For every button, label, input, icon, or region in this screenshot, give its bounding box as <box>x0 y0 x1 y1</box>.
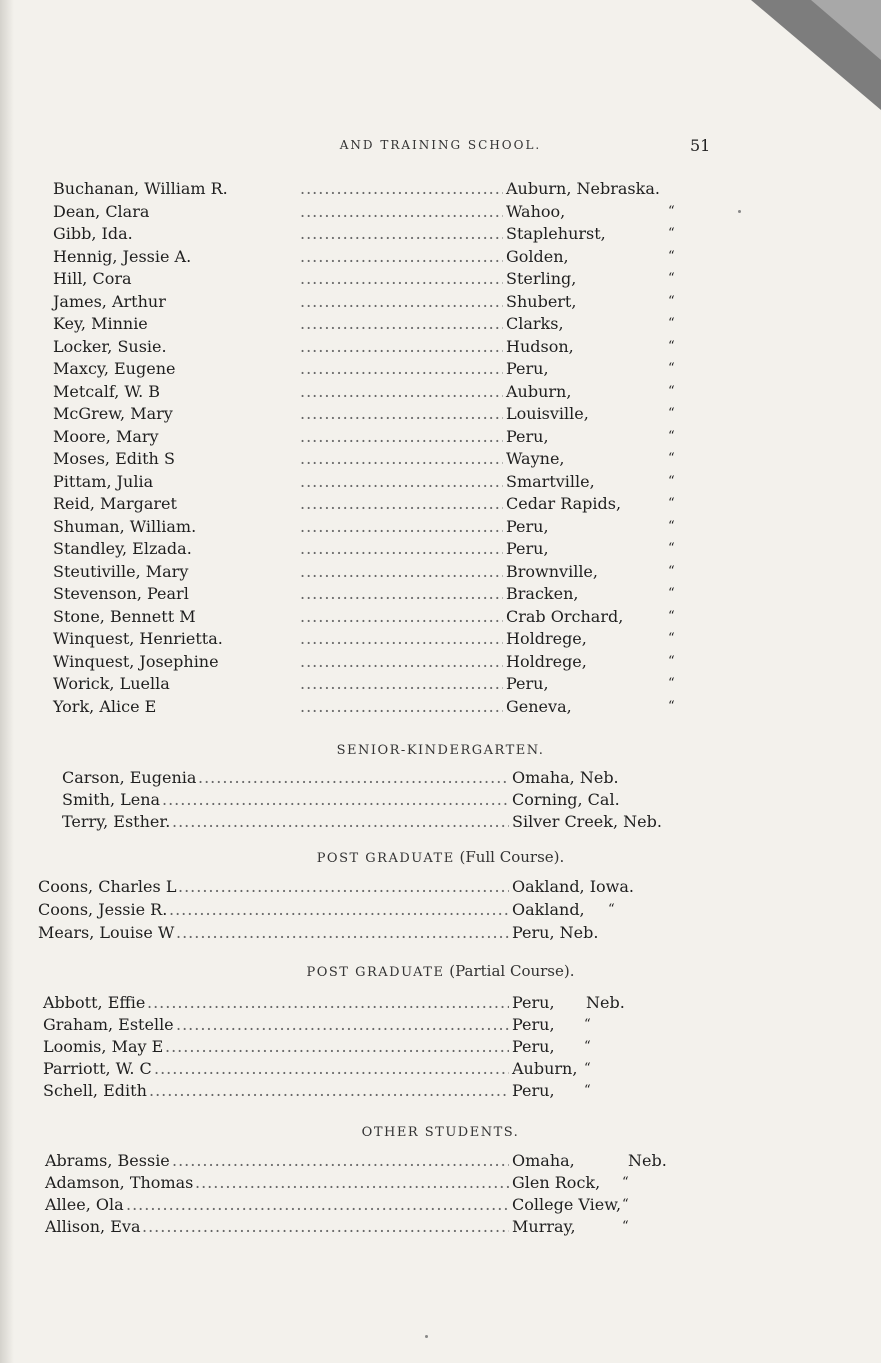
leader-dots <box>300 628 503 650</box>
leader-dots <box>162 789 509 811</box>
student-name: Winquest, Henrietta. <box>53 629 223 648</box>
student-hometown: Peru, <box>506 539 549 558</box>
student-row <box>0 876 881 898</box>
ditto-mark: “ <box>668 293 675 309</box>
leader-dots <box>126 1194 509 1216</box>
student-row <box>0 493 881 515</box>
student-hometown: Peru, Neb. <box>512 923 599 942</box>
student-hometown: Corning, Cal. <box>512 790 620 809</box>
ditto-mark: “ <box>668 676 675 691</box>
student-hometown: Murray, <box>512 1217 576 1236</box>
student-name: Smith, Lena <box>62 790 161 809</box>
student-name: Buchanan, William R. <box>53 179 228 198</box>
leader-dots <box>300 223 503 245</box>
leader-dots <box>149 1080 509 1102</box>
student-hometown: Auburn, Nebraska. <box>506 179 660 198</box>
student-name: Winquest, Josephine <box>53 651 219 671</box>
ditto-mark: “ <box>668 608 675 624</box>
student-name: Allee, Ola <box>45 1195 124 1214</box>
student-row <box>0 336 881 358</box>
student-name: James, Arthur <box>53 291 166 311</box>
ditto-mark: “ <box>668 338 675 354</box>
student-hometown: Silver Creek, Neb. <box>512 812 662 831</box>
student-name: Parriott, W. C <box>43 1059 152 1078</box>
ditto-mark: “ <box>668 541 675 556</box>
paper-speck <box>425 1335 428 1338</box>
student-name: Pittam, Julia <box>53 471 154 491</box>
ditto-mark: “ <box>668 451 675 466</box>
student-name: Metcalf, W. B <box>53 381 160 401</box>
student-row <box>0 448 881 470</box>
student-hometown: Hudson, <box>506 336 574 356</box>
student-row <box>0 561 881 583</box>
student-hometown: Holdrege, <box>506 629 587 648</box>
ditto-mark: “ <box>668 473 675 489</box>
student-name: Maxcy, Eugene <box>53 359 176 378</box>
ditto-mark: “ <box>668 226 675 241</box>
leader-dots <box>300 201 503 223</box>
student-row <box>0 291 881 313</box>
student-row <box>0 1080 881 1102</box>
running-head: AND TRAINING SCHOOL. <box>339 138 542 152</box>
student-hometown: Golden, <box>506 246 569 266</box>
student-hometown: Peru, <box>512 1081 555 1100</box>
student-row <box>0 1036 881 1058</box>
student-hometown: Holdrege, <box>506 651 587 671</box>
student-row <box>0 426 881 448</box>
leader-dots <box>147 992 509 1014</box>
page-number: 51 <box>690 136 711 155</box>
student-name: Carson, Eugenia <box>62 768 197 787</box>
student-name: Stone, Bennett M <box>53 606 196 626</box>
student-row <box>0 201 881 223</box>
leader-dots <box>300 358 503 380</box>
leader-dots <box>195 1172 509 1194</box>
leader-dots <box>300 673 503 695</box>
leader-dots <box>300 651 503 673</box>
student-row <box>0 223 881 245</box>
section-heading <box>0 962 881 980</box>
student-hometown: Auburn, <box>506 381 572 401</box>
student-hometown: Crab Orchard, <box>506 606 624 626</box>
student-row <box>0 899 881 921</box>
ditto-mark: “ <box>622 1175 629 1190</box>
leader-dots <box>300 516 503 538</box>
student-row <box>0 811 881 833</box>
student-name: McGrew, Mary <box>53 404 173 423</box>
section-heading <box>0 848 881 866</box>
student-name: Shuman, William. <box>53 516 197 536</box>
student-name: Dean, Clara <box>53 201 150 221</box>
student-name: Mears, Louise W <box>38 923 175 942</box>
student-hometown: Peru, <box>506 516 549 536</box>
student-name: Hill, Cora <box>53 269 132 288</box>
ditto-mark: “ <box>668 316 675 331</box>
leader-dots <box>300 471 503 493</box>
state-abbrev: Neb. <box>628 1151 667 1170</box>
student-name: Coons, Jessie R. <box>38 900 168 919</box>
student-hometown: Geneva, <box>506 696 572 716</box>
ditto-mark: “ <box>584 1017 591 1032</box>
student-row <box>0 767 881 789</box>
leader-dots <box>172 811 509 833</box>
ditto-mark: “ <box>584 1083 591 1098</box>
leader-dots <box>300 246 503 268</box>
student-row <box>0 471 881 493</box>
student-hometown: Peru, <box>506 426 549 446</box>
leader-dots <box>176 1014 509 1036</box>
ditto-mark: “ <box>584 1039 591 1054</box>
student-row <box>0 178 881 200</box>
student-hometown: Auburn, <box>512 1059 578 1078</box>
student-name: Abrams, Bessie <box>45 1151 170 1170</box>
leader-dots <box>300 403 503 425</box>
ditto-mark: “ <box>668 518 675 534</box>
leader-dots <box>154 1058 509 1080</box>
student-row <box>0 651 881 673</box>
student-row <box>0 246 881 268</box>
leader-dots <box>142 1216 509 1238</box>
ditto-mark: “ <box>668 383 675 399</box>
student-row <box>0 1150 881 1172</box>
student-row <box>0 516 881 538</box>
student-name: Standley, Elzada. <box>53 539 192 558</box>
leader-dots <box>300 538 503 560</box>
student-name: Loomis, May E <box>43 1037 164 1056</box>
leader-dots <box>198 767 509 789</box>
ditto-mark: “ <box>668 428 675 444</box>
student-hometown: Peru, <box>506 359 549 378</box>
student-hometown: Brownville, <box>506 561 598 581</box>
student-name: Gibb, Ida. <box>53 224 133 243</box>
student-hometown: Peru, <box>512 1037 555 1056</box>
student-row <box>0 673 881 695</box>
student-name: Allison, Eva <box>45 1217 141 1236</box>
leader-dots <box>300 493 503 515</box>
leader-dots <box>300 336 503 358</box>
leader-dots <box>300 561 503 583</box>
leader-dots <box>300 448 503 470</box>
student-hometown: Sterling, <box>506 269 577 288</box>
student-name: York, Alice E <box>53 696 157 716</box>
student-name: Abbott, Effie <box>43 993 146 1012</box>
ditto-mark: “ <box>668 586 675 601</box>
student-row <box>0 268 881 290</box>
student-name: Worick, Luella <box>53 674 170 693</box>
section-heading-title: POST GRADUATE <box>306 965 445 980</box>
student-name: Moses, Edith S <box>53 449 175 468</box>
student-name: Steutiville, Mary <box>53 561 189 581</box>
ditto-mark: “ <box>668 406 675 421</box>
student-row <box>0 313 881 335</box>
leader-dots <box>300 583 503 605</box>
leader-dots <box>300 381 503 403</box>
ditto-mark: “ <box>668 361 675 376</box>
ditto-mark: “ <box>668 248 675 264</box>
student-hometown: Staplehurst, <box>506 224 606 243</box>
leader-dots <box>165 1036 509 1058</box>
ditto-mark: “ <box>584 1061 591 1076</box>
student-hometown: Wayne, <box>506 449 565 468</box>
student-hometown: Clarks, <box>506 314 564 333</box>
paper-speck <box>738 210 741 213</box>
student-hometown: Omaha, Neb. <box>512 768 619 787</box>
ditto-mark: “ <box>668 271 675 286</box>
student-row <box>0 1194 881 1216</box>
student-hometown: College View, <box>512 1195 622 1214</box>
student-hometown: Peru, <box>506 674 549 693</box>
student-row <box>0 628 881 650</box>
student-row <box>0 696 881 718</box>
student-row <box>0 1216 881 1238</box>
student-name: Schell, Edith <box>43 1081 147 1100</box>
ditto-mark: “ <box>668 563 675 579</box>
leader-dots <box>169 899 509 921</box>
student-hometown: Oakland, Iowa. <box>512 877 634 896</box>
ditto-mark: “ <box>668 496 675 511</box>
section-heading-title: OTHER STUDENTS. <box>361 1125 520 1140</box>
student-row <box>0 1172 881 1194</box>
ditto-mark: “ <box>608 902 615 917</box>
student-hometown: Omaha, <box>512 1151 575 1170</box>
student-row <box>0 358 881 380</box>
ditto-mark: “ <box>668 631 675 646</box>
student-name: Hennig, Jessie A. <box>53 246 192 266</box>
student-name: Adamson, Thomas <box>45 1173 194 1192</box>
student-hometown: Glen Rock, <box>512 1173 601 1192</box>
leader-dots <box>300 313 503 335</box>
student-row <box>0 789 881 811</box>
leader-dots <box>176 922 509 944</box>
student-hometown: Smartville, <box>506 471 595 491</box>
student-row <box>0 583 881 605</box>
leader-dots <box>178 876 509 898</box>
student-name: Stevenson, Pearl <box>53 584 189 603</box>
leader-dots <box>300 696 503 718</box>
student-name: Moore, Mary <box>53 426 159 446</box>
student-row <box>0 403 881 425</box>
student-hometown: Louisville, <box>506 404 589 423</box>
ditto-mark: “ <box>668 653 675 669</box>
student-hometown: Cedar Rapids, <box>506 494 622 513</box>
section-heading-course: (Partial Course). <box>449 962 575 980</box>
ditto-mark: “ <box>622 1219 629 1234</box>
section-heading-title: SENIOR-KINDERGARTEN. <box>336 743 545 758</box>
section-heading-course: (Full Course). <box>459 848 565 866</box>
student-hometown: Peru, <box>512 993 555 1012</box>
ditto-mark: “ <box>668 203 675 219</box>
section-heading-title: POST GRADUATE <box>316 851 455 866</box>
student-name: Coons, Charles L <box>38 877 177 896</box>
student-row <box>0 538 881 560</box>
student-hometown: Shubert, <box>506 291 577 311</box>
leader-dots <box>300 426 503 448</box>
student-name: Locker, Susie. <box>53 336 167 356</box>
student-row <box>0 922 881 944</box>
student-row <box>0 1058 881 1080</box>
student-row <box>0 992 881 1014</box>
student-row <box>0 381 881 403</box>
student-hometown: Peru, <box>512 1015 555 1034</box>
leader-dots <box>300 291 503 313</box>
student-name: Graham, Estelle <box>43 1015 174 1034</box>
student-row <box>0 1014 881 1036</box>
folded-corner <box>751 0 881 110</box>
ditto-mark: “ <box>622 1197 629 1212</box>
student-hometown: Bracken, <box>506 584 579 603</box>
student-name: Reid, Margaret <box>53 494 177 513</box>
student-row <box>0 606 881 628</box>
leader-dots <box>172 1150 509 1172</box>
ditto-mark: “ <box>668 698 675 714</box>
student-name: Terry, Esther. <box>62 812 171 831</box>
section-heading <box>0 1122 881 1140</box>
student-hometown: Wahoo, <box>506 201 566 221</box>
leader-dots <box>300 606 503 628</box>
student-name: Key, Minnie <box>53 314 148 333</box>
leader-dots <box>300 178 503 200</box>
student-hometown: Oakland, <box>512 900 585 919</box>
state-abbrev: Neb. <box>586 993 625 1012</box>
section-heading <box>0 740 881 758</box>
leader-dots <box>300 268 503 290</box>
